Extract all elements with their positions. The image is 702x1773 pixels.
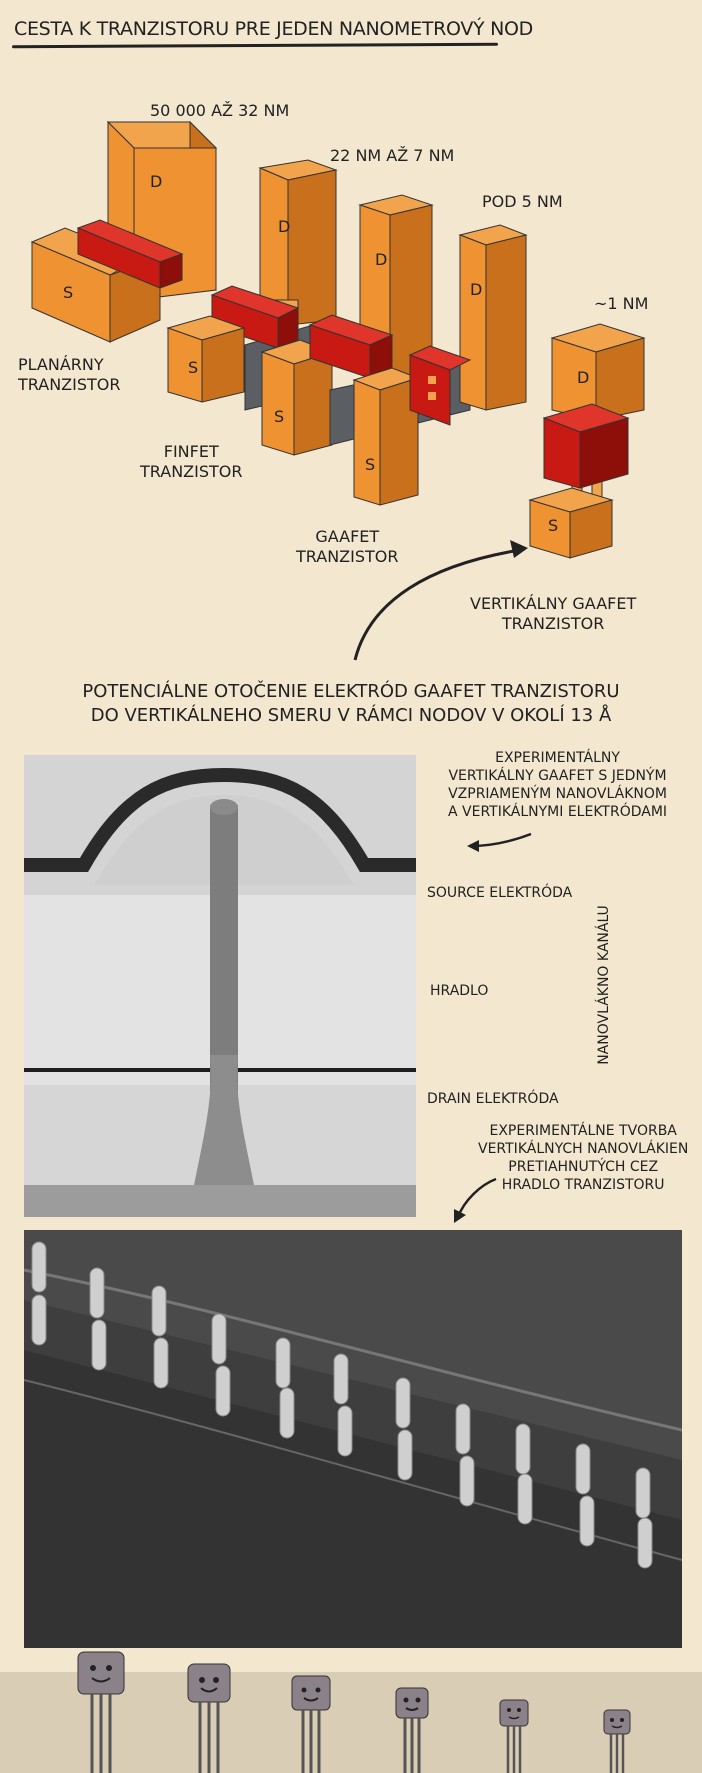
arrow-left-1 (465, 830, 535, 854)
tem-micrograph (24, 755, 416, 1217)
finfet-node-size: 22 NM AŽ 7 NM (330, 146, 455, 165)
experiment1-line2: VERTIKÁLNY GAAFET S JEDNÝM (448, 768, 667, 784)
gaafet-transistor (310, 195, 526, 505)
gate-label: HRADLO (430, 983, 489, 999)
experiment2-line1: EXPERIMENTÁLNE TVORBA (489, 1123, 677, 1139)
transistor-characters (0, 1640, 702, 1773)
page-title: CESTA K TRANZISTORU PRE JEDEN NANOMETROVÝ NOD (14, 18, 533, 40)
caption-line2: DO VERTIKÁLNEHO SMERU V RÁMCI NODOV V OKOLÍ 13 Å (90, 705, 612, 726)
planar-label-line1: PLANÁRNY (18, 355, 104, 374)
experiment1-text (448, 749, 667, 821)
gaafet-drain-2-letter: D (470, 280, 483, 299)
planar-transistor (32, 122, 216, 342)
character-4 (396, 1688, 428, 1773)
vertical-label-line1: VERTIKÁLNY GAAFET (470, 594, 637, 613)
gaafet-label-line2: TRANZISTOR (296, 547, 399, 566)
gaafet-label-line1: GAAFET (315, 527, 380, 546)
planar-label-line2: TRANZISTOR (18, 375, 121, 394)
finfet-source-letter: S (188, 358, 199, 377)
vertical-drain-letter: D (577, 368, 590, 387)
experiment1-line1: EXPERIMENTÁLNY (495, 750, 620, 766)
arrow-down-left-2 (450, 1175, 500, 1225)
vertical-label (470, 594, 636, 634)
experiment2-line3: PRETIAHNUTÝCH CEZ (508, 1159, 659, 1175)
gaafet-label (296, 527, 398, 567)
finfet-drain-letter: D (278, 217, 291, 236)
gaafet-drain-letter: D (375, 250, 388, 269)
sem-micrograph (24, 1230, 682, 1648)
experiment2-text (478, 1122, 688, 1194)
planar-drain-letter: D (150, 172, 163, 191)
finfet-label-line1: FINFET (163, 442, 219, 461)
character-5 (500, 1700, 528, 1773)
experiment1-line3: VZPRIAMENÝM NANOVLÁKNOM (448, 786, 667, 802)
vertical-label-line2: TRANZISTOR (501, 614, 605, 633)
caption-line1: POTENCIÁLNE OTOČENIE ELEKTRÓD GAAFET TRANZISTORU (82, 681, 620, 702)
gaafet-source-letter: S (365, 455, 376, 474)
nanowire-label: NANOVLÁKNO KANÁLU (595, 905, 612, 1065)
planar-node-size: 50 000 AŽ 32 NM (150, 101, 290, 120)
vertical-node-size: ~1 NM (594, 294, 649, 313)
drain-electrode-label: DRAIN ELEKTRÓDA (427, 1091, 559, 1107)
character-2 (188, 1664, 230, 1773)
arrow-head (510, 540, 528, 558)
vertical-source-letter: S (548, 516, 559, 535)
character-1 (78, 1652, 124, 1773)
character-6 (604, 1710, 630, 1773)
experiment2-line4: HRADLO TRANZISTORU (501, 1177, 665, 1193)
planar-source-letter: S (63, 283, 74, 302)
experiment2-line2: VERTIKÁLNYCH NANOVLÁKIEN (478, 1141, 689, 1157)
planar-label (18, 355, 120, 395)
finfet-label-line2: TRANZISTOR (140, 462, 243, 481)
gaafet-node-size: POD 5 NM (482, 192, 563, 211)
source-electrode-label: SOURCE ELEKTRÓDA (427, 885, 573, 901)
rotation-caption (0, 680, 702, 728)
experiment1-line4: A VERTIKÁLNYMI ELEKTRÓDAMI (448, 804, 668, 820)
finfet-label (140, 442, 242, 482)
finfet-source-2-letter: S (274, 407, 285, 426)
character-3 (292, 1676, 330, 1773)
